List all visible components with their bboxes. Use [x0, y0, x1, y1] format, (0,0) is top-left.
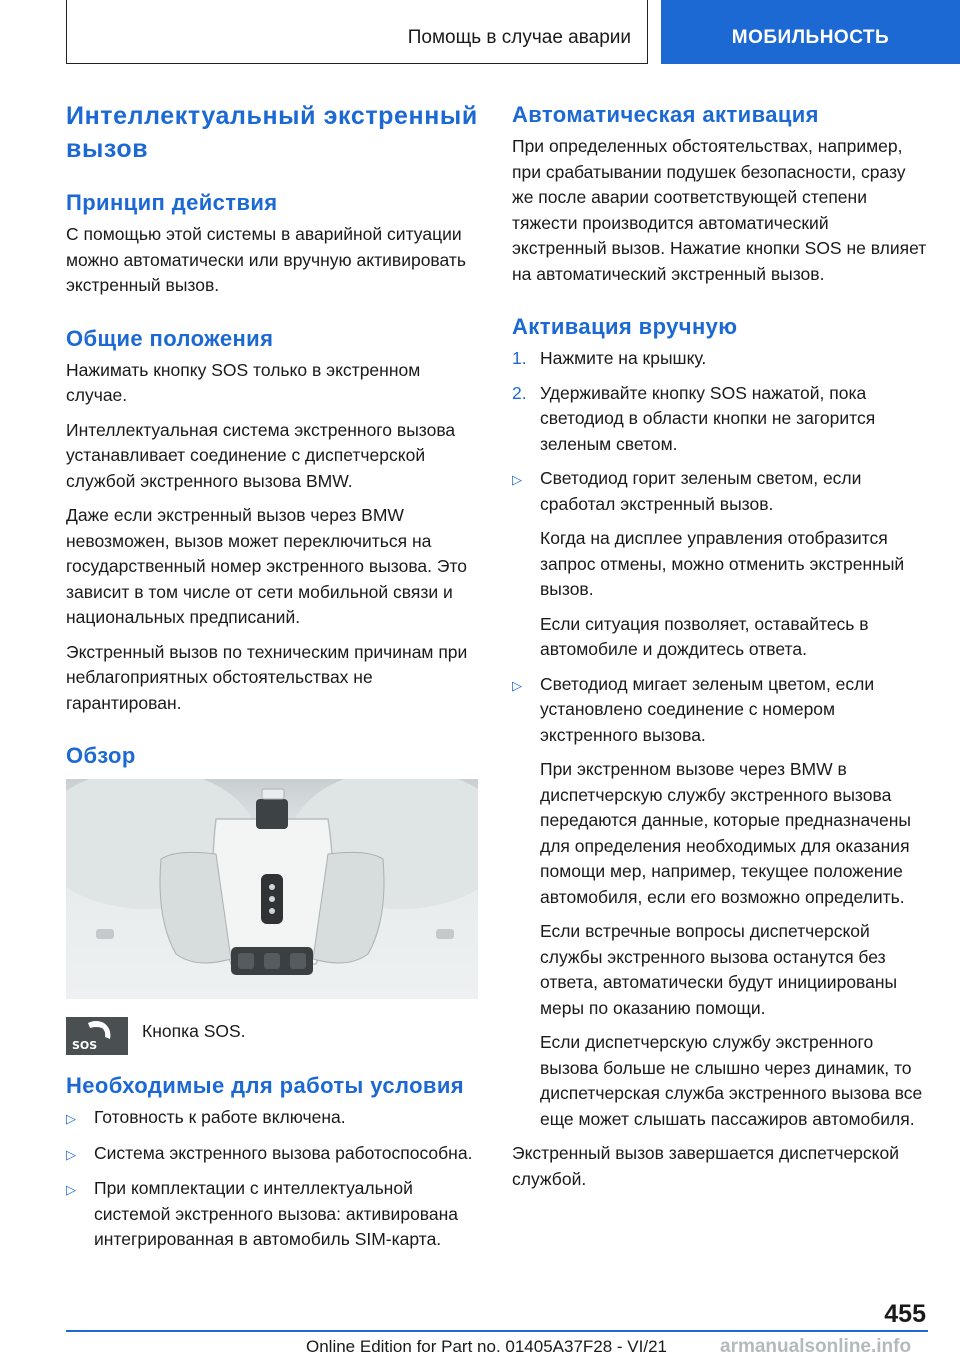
- chapter-tab: [661, 0, 960, 64]
- bullet-subparagraph: Когда на дисплее управления отобразится запрос отмены, можно отменить экстренный вызов.: [540, 528, 905, 599]
- sos-button-legend: [66, 1017, 478, 1055]
- triangle-bullet-icon: ▷: [66, 1146, 76, 1162]
- triangle-bullet-icon: ▷: [66, 1111, 76, 1126]
- bullet-subparagraph: Если диспетчерскую службу экстренного вызова больше не слышно через динамик, то диспетчерская служба экстренного вызова все еще может слышать пассажиров автомобиля.: [540, 1032, 923, 1129]
- step-number: 2.: [512, 382, 527, 403]
- step-number: 1.: [512, 348, 527, 368]
- heading-auto-activation: Автоматическая активация: [512, 102, 819, 127]
- right-column: [512, 100, 927, 1201]
- heading-overview: Обзор: [66, 743, 136, 768]
- page-number: 455: [884, 1300, 926, 1328]
- list-item: ▷ Светодиод горит зеленым светом, если сработал экстренный вызов.: [512, 466, 927, 517]
- list-item: ▷ Светодиод мигает зеленым цветом, если установлено соединение с номером экстренного вызова.: [512, 672, 927, 749]
- heading-principle: Принцип действия: [66, 190, 278, 215]
- edition-note: Online Edition for Part no. 01405A37F28 - VI/21: [306, 1337, 668, 1356]
- requirements-list: [66, 1105, 478, 1253]
- closing-text: Экстренный вызов завершается диспетчерской службой.: [512, 1143, 900, 1189]
- watermark: armanualsonline.info: [720, 1336, 912, 1357]
- page-title: Интеллектуальный экстренный вызов: [66, 102, 478, 163]
- step-item: 2. Удерживайте кнопку SOS нажатой, пока светодиод в области кнопки не загорится зеленым светом.: [512, 381, 927, 458]
- section-title: Помощь в случае аварии: [407, 27, 631, 48]
- chapter-title: МОБИЛЬНОСТЬ: [731, 27, 890, 48]
- triangle-bullet-icon: ▷: [512, 472, 522, 487]
- sos-phone-icon: [66, 1017, 128, 1055]
- bullet-subparagraph: При экстренном вызове через BMW в диспетчерскую службу экстренного вызова передаются данные, которые предназначены для определения необходимых для оказания помощи мер, например, текущее положение автомобиля, если его возможно определить.: [540, 759, 911, 907]
- general-paragraph: Экстренный вызов по техническим причинам при неблагоприятных обстоятельствах не гарантирован.: [66, 641, 468, 713]
- auto-activation-text: При определенных обстоятельствах, например, при срабатывании подушек безопасности, сразу же после аварии соответствующей степени тяжести производится автоматический экстренный вызов. Нажатие кнопки SOS не влияет на автоматический экстренный вызов.: [512, 136, 927, 284]
- list-item: ▷ Готовность к работе включена.: [66, 1105, 478, 1132]
- bullet-subparagraph: Если встречные вопросы диспетчерской службы экстренного вызова останутся без ответа, автоматически будут инициированы меры по оказанию помощи.: [540, 921, 898, 1018]
- general-paragraph: Даже если экстренный вызов через BMW невозможен, вызов может переключиться на государственный номер экстренного вызова. Это зависит в том числе от сети мобильной связи и национальных предписаний.: [66, 505, 468, 627]
- general-paragraph: Нажимать кнопку SOS только в экстренном случае.: [66, 359, 421, 405]
- heading-manual-activation: Активация вручную: [512, 314, 738, 339]
- footer-divider: [66, 1330, 928, 1332]
- heading-requirements: Необходимые для работы условия: [66, 1073, 464, 1098]
- general-paragraph: Интеллектуальная система экстренного вызова устанавливает соединение с диспетчерской службой экстренного вызова BMW.: [66, 419, 456, 491]
- manual-steps: [512, 346, 927, 1132]
- sos-icon-label: SOS: [72, 1039, 98, 1052]
- principle-text: С помощью этой системы в аварийной ситуации можно автоматически или вручную активировать экстренный вызов.: [66, 224, 467, 295]
- triangle-bullet-icon: ▷: [512, 677, 522, 693]
- left-column: [66, 100, 478, 1262]
- sos-caption: Кнопка SOS.: [142, 1021, 246, 1041]
- list-item: ▷ Система экстренного вызова работоспособна.: [66, 1141, 478, 1168]
- step-item: 1. Нажмите на крышку.: [512, 346, 927, 372]
- list-item: ▷ При комплектации с интеллектуальной системой экстренного вызова: активирована интегрированная в автомобиль SIM-карта.: [66, 1176, 478, 1253]
- overhead-console-photo: [66, 779, 478, 999]
- heading-general: Общие положения: [66, 325, 274, 351]
- running-header-section: [66, 0, 648, 64]
- bullet-subparagraph: Если ситуация позволяет, оставайтесь в автомобиле и дождитесь ответа.: [540, 613, 869, 659]
- triangle-bullet-icon: ▷: [66, 1182, 76, 1197]
